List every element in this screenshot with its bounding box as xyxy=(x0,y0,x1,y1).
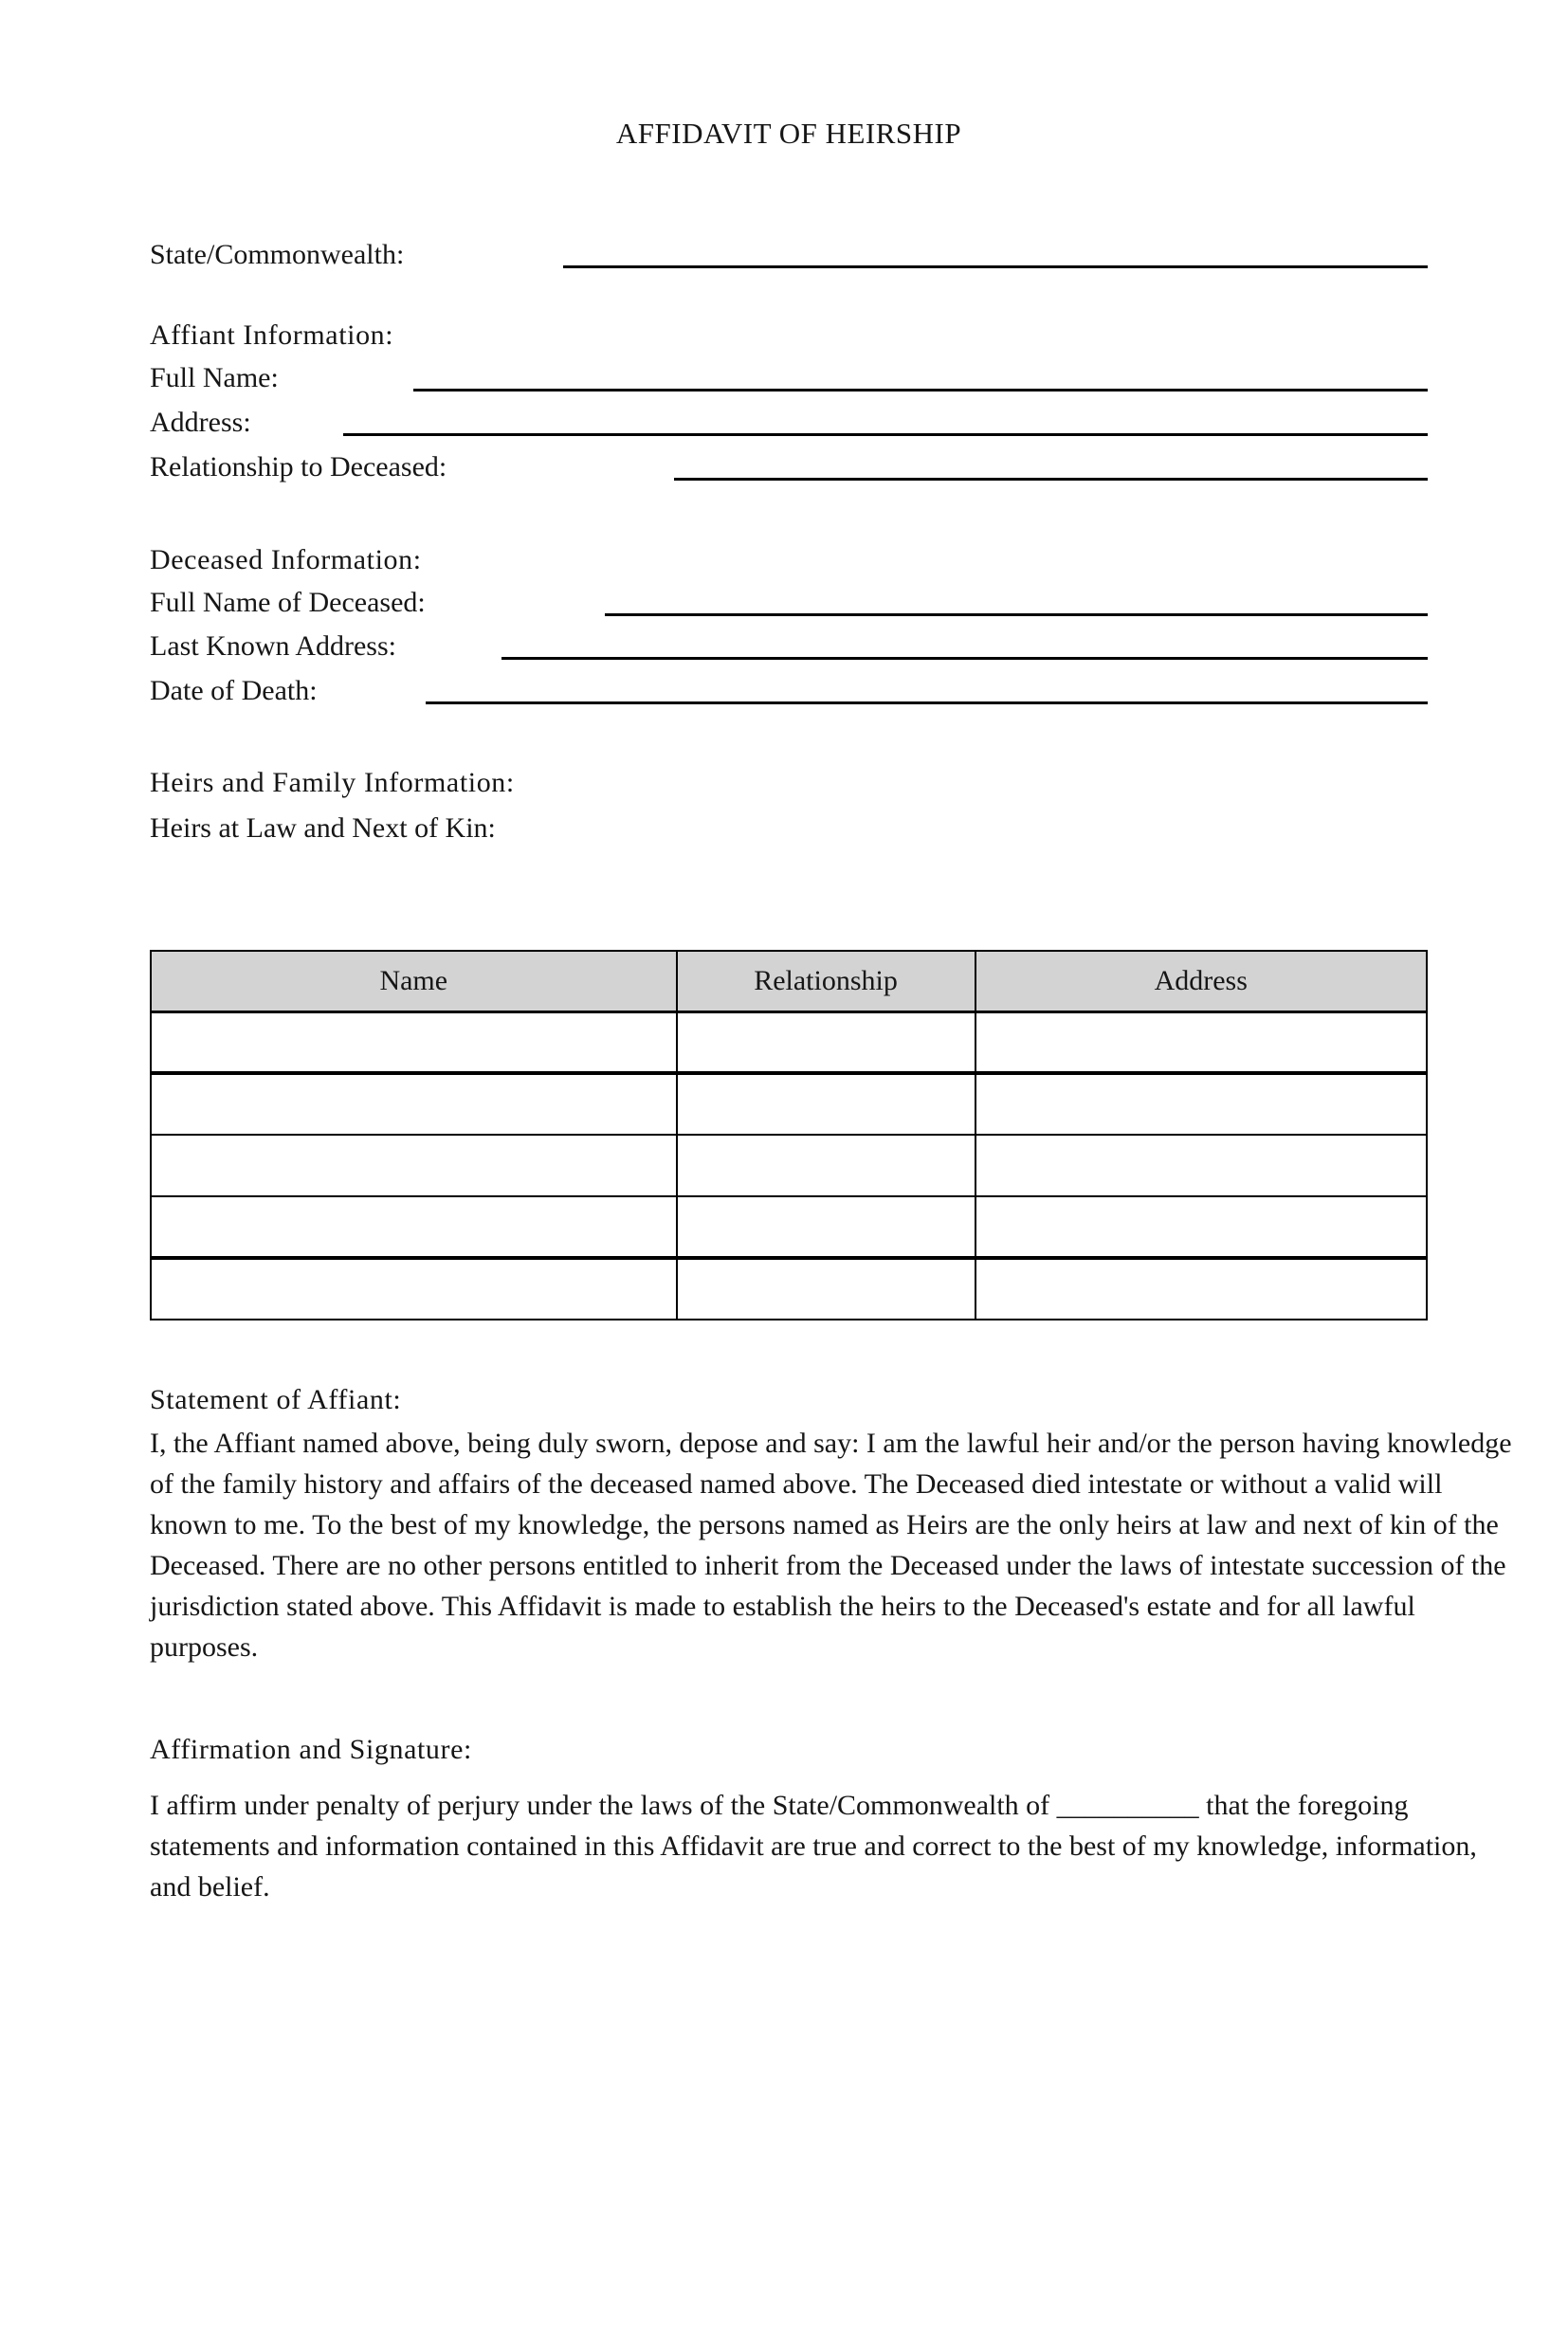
statement-line: known to me. To the best of my knowledge, the persons named as Heirs are the only heirs at law and next of kin of the xyxy=(150,1509,1499,1540)
heirs-table-body xyxy=(151,1011,1427,1320)
table-row xyxy=(151,1011,1427,1073)
table-row xyxy=(151,1073,1427,1135)
table-header-name: Name xyxy=(151,951,677,1011)
table-cell xyxy=(151,1196,677,1258)
table-cell xyxy=(677,1135,975,1196)
field-row-deceased-full-name xyxy=(150,583,1428,623)
table-cell xyxy=(151,1135,677,1196)
statement-line: purposes. xyxy=(150,1631,259,1663)
field-row-relationship xyxy=(150,447,1428,487)
heirs-table-header-row xyxy=(151,951,1427,1011)
state-input-line xyxy=(563,265,1428,268)
statement-line: of the family history and affairs of the deceased named above. The Deceased died intestate or without a valid will xyxy=(150,1468,1443,1500)
field-label-last-known-address: Last Known Address: xyxy=(150,630,396,662)
table-cell xyxy=(151,1073,677,1135)
statement-heading: Statement of Affiant: xyxy=(150,1384,402,1415)
affirmation-line: I affirm under penalty of perjury under the laws of the State/Commonwealth of __________ that the foregoing xyxy=(150,1790,1409,1821)
statement-line: I, the Affiant named above, being duly sworn, depose and say: I am the lawful heir and/or the person having knowledge xyxy=(150,1428,1512,1459)
table-cell xyxy=(975,1011,1428,1073)
document-page xyxy=(0,114,1568,2331)
table-cell xyxy=(975,1073,1428,1135)
deceased-full-name-input-line xyxy=(605,613,1428,616)
table-row xyxy=(151,1135,1427,1196)
table-cell xyxy=(975,1258,1428,1320)
table-cell xyxy=(975,1196,1428,1258)
section-heading-affiant: Affiant Information: xyxy=(150,319,394,351)
field-row-last-known-address xyxy=(150,627,1428,666)
affirmation-heading: Affirmation and Signature: xyxy=(150,1734,472,1765)
field-label-affiant-address: Address: xyxy=(150,407,251,438)
table-cell xyxy=(677,1196,975,1258)
table-header-address: Address xyxy=(975,951,1428,1011)
affiant-full-name-input-line xyxy=(413,389,1428,392)
table-cell xyxy=(677,1011,975,1073)
field-label-date-of-death: Date of Death: xyxy=(150,675,318,706)
section-heading-heirs: Heirs and Family Information: xyxy=(150,767,515,798)
page-title: AFFIDAVIT OF HEIRSHIP xyxy=(615,117,962,150)
affirmation-paragraph xyxy=(150,1785,1477,1907)
statement-paragraph xyxy=(150,1423,1512,1667)
section-heading-deceased: Deceased Information: xyxy=(150,544,422,575)
field-row-state xyxy=(150,235,1428,275)
table-row xyxy=(151,1258,1427,1320)
table-header-relationship: Relationship xyxy=(677,951,975,1011)
heirs-table xyxy=(150,950,1428,1320)
statement-line: Deceased. There are no other persons entitled to inherit from the Deceased under the laws of intestate succession of the xyxy=(150,1550,1506,1581)
table-cell xyxy=(975,1135,1428,1196)
field-row-date-of-death xyxy=(150,671,1428,711)
table-cell xyxy=(151,1258,677,1320)
table-cell xyxy=(677,1258,975,1320)
field-row-affiant-full-name xyxy=(150,358,1428,398)
table-cell xyxy=(677,1073,975,1135)
field-label-relationship: Relationship to Deceased: xyxy=(150,451,447,483)
field-label-state: State/Commonwealth: xyxy=(150,239,405,270)
field-label-affiant-full-name: Full Name: xyxy=(150,362,279,393)
relationship-input-line xyxy=(674,478,1428,481)
table-cell xyxy=(151,1011,677,1073)
affirmation-line: statements and information contained in this Affidavit are true and correct to the best of my knowledge, information, xyxy=(150,1830,1477,1862)
table-row xyxy=(151,1196,1427,1258)
field-label-deceased-full-name: Full Name of Deceased: xyxy=(150,587,426,618)
statement-line: jurisdiction stated above. This Affidavit is made to establish the heirs to the Deceased's estate and for all lawful xyxy=(150,1591,1415,1622)
field-row-affiant-address xyxy=(150,403,1428,443)
heirs-sub-label: Heirs at Law and Next of Kin: xyxy=(150,812,496,844)
date-of-death-input-line xyxy=(426,701,1428,704)
affiant-address-input-line xyxy=(343,433,1428,436)
affirmation-line: and belief. xyxy=(150,1871,270,1903)
last-known-address-input-line xyxy=(501,657,1428,660)
